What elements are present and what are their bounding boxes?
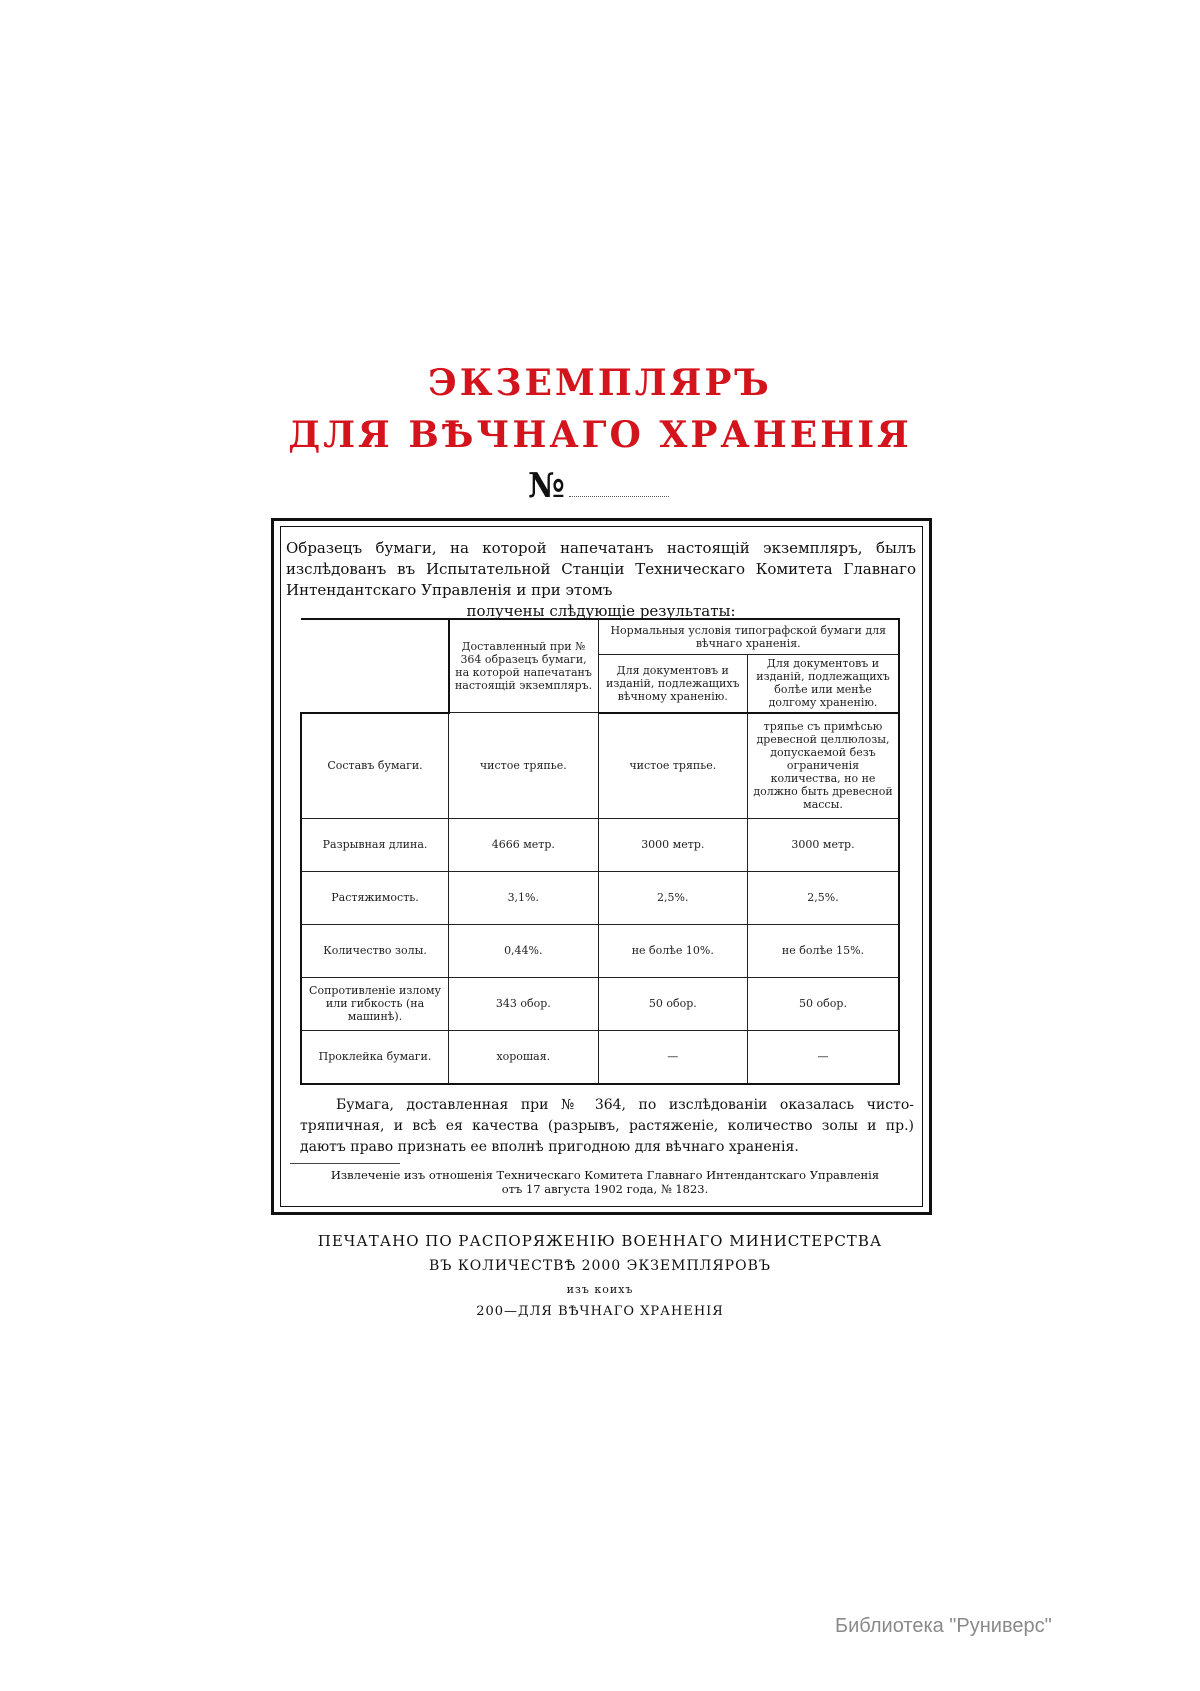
- title-line-1: ЭКЗЕМПЛЯРЪ: [428, 362, 772, 404]
- number-blank-line: [569, 496, 669, 497]
- table-row: [301, 713, 899, 819]
- paper-test-results-table: [300, 618, 900, 1085]
- cell-long: —: [748, 1030, 899, 1084]
- cell-delivered: 0,44%.: [449, 924, 599, 977]
- row-label: Растяжимость.: [301, 871, 449, 924]
- intro-text-last: получены слѣдующіе результаты:: [466, 602, 736, 620]
- cell-eternal: 3000 метр.: [598, 818, 747, 871]
- cell-long: тряпье съ примѣсью древесной целлюлозы, допускаемой безъ ограниченія количества, но не должно быть древесной массы.: [748, 713, 899, 819]
- header-eternal: Для документовъ и изданій, подлежащихъ вѣчному храненію.: [598, 655, 747, 713]
- header-normal-conditions: Нормальныя условія типографской бумаги для вѣчнаго храненія.: [598, 619, 899, 655]
- footer-line-4: 200—ДЛЯ ВѢЧНАГО ХРАНЕНІЯ: [476, 1304, 724, 1319]
- cell-eternal: 50 обор.: [598, 977, 747, 1030]
- row-label: Количество золы.: [301, 924, 449, 977]
- intro-text: Образецъ бумаги, на которой напечатанъ настоящій экземпляръ, былъ изслѣдованъ въ Испытательной Станціи Техническаго Комитета Главнаго Интендантскаго Управленія и при этомъ: [286, 539, 916, 599]
- cell-delivered: 4666 метр.: [449, 818, 599, 871]
- table-row: [301, 871, 899, 924]
- cell-long: 2,5%.: [748, 871, 899, 924]
- row-label: Сопротивленіе излому или гибкость (на машинѣ).: [301, 977, 449, 1030]
- cell-long: 50 обор.: [748, 977, 899, 1030]
- cell-delivered: хорошая.: [449, 1030, 599, 1084]
- row-label: Проклейка бумаги.: [301, 1030, 449, 1084]
- number-sign: №: [528, 466, 565, 506]
- cell-long: 3000 метр.: [748, 818, 899, 871]
- title-line-2: ДЛЯ ВѢЧНАГО ХРАНЕНІЯ: [288, 414, 912, 456]
- library-watermark: Библиотека "Руниверс": [835, 1615, 1052, 1637]
- footer-line-2: ВЪ КОЛИЧЕСТВѢ 2000 ЭКЗЕМПЛЯРОВЪ: [429, 1258, 771, 1274]
- citation-line-1: Извлеченіе изъ отношенія Техническаго Комитета Главнаго Интендантскаго Управленія: [330, 1168, 880, 1182]
- cell-eternal: 2,5%.: [598, 871, 747, 924]
- header-long: Для документовъ и изданій, подлежащихъ болѣе или менѣе долгому храненію.: [748, 655, 899, 713]
- table-header-row-1: [301, 619, 899, 655]
- table-row: [301, 818, 899, 871]
- row-label: Разрывная длина.: [301, 818, 449, 871]
- cell-delivered: 343 обор.: [449, 977, 599, 1030]
- citation: [290, 1168, 920, 1196]
- cell-delivered: 3,1%.: [449, 871, 599, 924]
- table-row: [301, 1030, 899, 1084]
- row-label: Составъ бумаги.: [301, 713, 449, 819]
- copy-number: [528, 466, 669, 506]
- intro-paragraph: [286, 538, 916, 622]
- citation-rule: [290, 1163, 400, 1164]
- citation-line-2: отъ 17 августа 1902 года, № 1823.: [501, 1182, 709, 1196]
- cell-eternal: не болѣе 10%.: [598, 924, 747, 977]
- cell-eternal: чистое тряпье.: [598, 713, 747, 819]
- summary-paragraph: Бумага, доставленная при № 364, по изслѣдованіи оказалась чисто-тряпичная, и всѣ ея качества (разрывъ, растяженіе, количество золы и пр.) даютъ право признать ее вполнѣ пригодною для вѣчнаго храненія.: [300, 1097, 914, 1155]
- table-row: [301, 977, 899, 1030]
- cell-delivered: чистое тряпье.: [449, 713, 599, 819]
- cell-eternal: —: [598, 1030, 747, 1084]
- cell-long: не болѣе 15%.: [748, 924, 899, 977]
- header-delivered: Доставленный при № 364 образецъ бумаги, на которой напечатанъ настоящій экземпляръ.: [449, 619, 599, 713]
- footer-line-3: изъ коихъ: [566, 1283, 634, 1296]
- table-header-row-2: [301, 655, 899, 713]
- table-row: [301, 924, 899, 977]
- footer-line-1: ПЕЧАТАНО ПО РАСПОРЯЖЕНІЮ ВОЕННАГО МИНИСТЕРСТВА: [317, 1232, 883, 1250]
